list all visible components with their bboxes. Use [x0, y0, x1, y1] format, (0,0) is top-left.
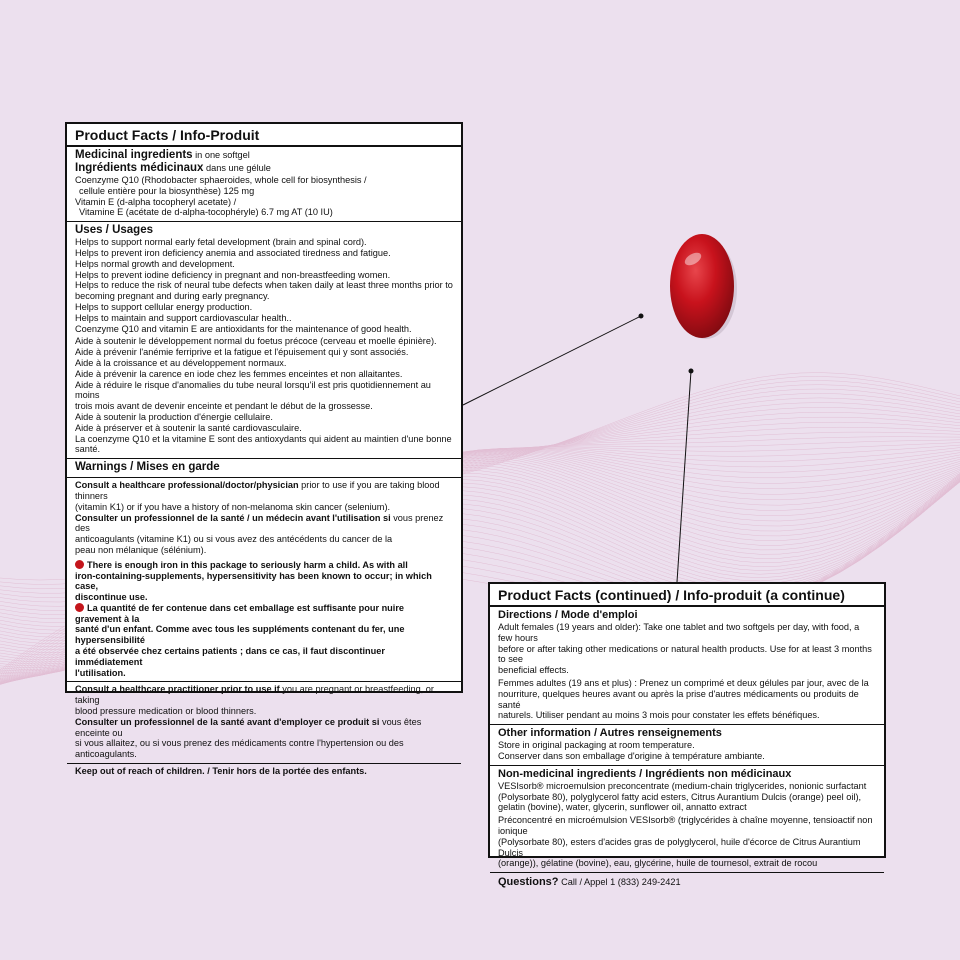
- text-line: VESIsorb® microemulsion preconcentrate (medium-chain triglycerides, nonionic surfactant: [498, 780, 867, 791]
- warning-consult-fr: vous prenez des: [75, 512, 444, 534]
- directions-fr: [498, 678, 876, 721]
- directions-en: [498, 622, 876, 676]
- ingredient-line: cellule entière pour la biosynthèse) 125 mg: [79, 185, 255, 196]
- text-line: Helps to prevent iron deficiency anemia and associated tiredness and fatigue.: [75, 247, 391, 258]
- other-information-section: [490, 725, 884, 766]
- warning-line: si vous allaitez, ou si vous prenez des médicaments contre l'hypertension ou des anticoagulants.: [75, 738, 404, 760]
- medicinal-ingredients-section: [67, 147, 461, 222]
- text-line: Aide à préserver et à soutenir la santé cardiovasculaire.: [75, 422, 302, 433]
- text-line: santé d'un enfant. Comme avec tous les suppléments contenant du fer, une hypersensibilité: [75, 624, 405, 646]
- panel-title: Product Facts / Info-Produit: [67, 124, 461, 147]
- text-line: Helps to support normal early fetal development (brain and spinal cord).: [75, 237, 367, 248]
- softgel-capsule-icon: [668, 231, 738, 341]
- warning-consult-en: prior to use if you are taking blood thinners: [75, 480, 440, 501]
- text-line: Aide à soutenir le développement normal du foetus précoce (cerveau et moelle épinière).: [75, 336, 437, 347]
- other-heading: Other information / Autres renseignements: [498, 727, 722, 740]
- text-line: Femmes adultes (19 ans et plus) : Prenez un comprimé et deux gélules par jour, avec de la: [498, 677, 869, 688]
- warning-line: anticoagulants (vitamine K1) ou si vous avez des antécédents du cancer de la: [75, 534, 393, 545]
- text-line: Préconcentré en microémulsion VESIsorb® (triglycérides à chaîne moyenne, tensioactif non ionique: [498, 815, 873, 836]
- questions-label: Questions?: [498, 876, 559, 889]
- uses-list-fr: [75, 336, 453, 455]
- text-line: (Polysorbate 80), esters d'acides gras de polyglycerol, huile d'écorce de Citrus Aurantium Dulcis: [498, 836, 861, 858]
- warning-line: blood pressure medication or blood thinners.: [75, 706, 257, 717]
- warning-consult-fr-bold: Consulter un professionnel de la santé / un médecin avant l'utilisation si: [75, 512, 391, 523]
- warning-practitioner-fr-bold: Consulter un professionnel de la santé avant d'employer ce produit si: [75, 716, 380, 727]
- nonmed-heading: Non-medicinal ingredients / Ingrédients non médicinaux: [498, 767, 792, 780]
- text-line: (orange)), gélatine (bovine), eau, glycérine, huile de tournesol, extrait de rocou: [498, 858, 818, 869]
- text-line: La coenzyme Q10 et la vitamine E sont des antioxydants qui aident au maintien d'une bonne santé.: [75, 433, 452, 455]
- product-facts-continued-panel: [488, 582, 886, 889]
- text-line: Aide à la croissance et au développement normaux.: [75, 357, 287, 368]
- medicinal-heading-fr: Ingrédients médicinaux: [75, 162, 204, 174]
- text-line: Aide à réduire le risque d'anomalies du tube neural lorsqu'il est pris quotidiennement au moins: [75, 379, 431, 401]
- warning-line: (vitamin K1) or if you have a history of non-melanoma skin cancer (selenium).: [75, 501, 391, 512]
- text-line: Adult females (19 years and older): Take one tablet and two softgels per day, with food, a few hours: [498, 622, 860, 643]
- text-line: (Polysorbate 80), polyglycerol fatty acid esters, Citrus Aurantium Dulcis (orange) peel oil),: [498, 791, 862, 802]
- text-line: a été observée chez certains patients ; dans ce cas, il faut discontinuer immédiatement: [75, 646, 385, 667]
- warnings-section: [67, 459, 461, 780]
- text-line: Aide à prévenir la carence en iode chez les femmes enceintes et non allaitantes.: [75, 368, 403, 379]
- text-line: Store in original packaging at room temperature.: [498, 740, 695, 751]
- panel-title-continued: Product Facts (continued) / Info-produit (a continue): [490, 584, 884, 607]
- text-line: iron-containing-supplements, hypersensitivity has been known to occur; in which case,: [75, 570, 432, 592]
- ingredient-line: Vitamin E (d-alpha tocopheryl acetate) /: [75, 196, 237, 207]
- text-line: Helps to maintain and support cardiovascular health..: [75, 312, 292, 323]
- text-line: Helps to prevent iodine deficiency in pregnant and non-breastfeeding women.: [75, 269, 391, 280]
- text-line: Aide à soutenir la production d'énergie cellulaire.: [75, 411, 273, 422]
- text-line: Aide à prévenir l'anémie ferriprive et la fatigue et l'épuisement qui y sont associés.: [75, 347, 409, 358]
- warnings-heading: Warnings / Mises en garde: [75, 461, 220, 474]
- text-line: trois mois avant de devenir enceinte et pendant le début de la grossesse.: [75, 401, 373, 412]
- text-line: La quantité de fer contenue dans cet emballage est suffisante pour nuire gravement à la: [75, 602, 405, 624]
- warning-consult-en-bold: Consult a healthcare professional/doctor/physician: [75, 480, 299, 491]
- text-line: beneficial effects.: [498, 665, 569, 676]
- questions-section: [490, 873, 884, 892]
- warning-line: peau non mélanique (sélénium).: [75, 544, 207, 555]
- ingredient-line: Vitamine E (acétate de d-alpha-tocophéryle) 6.7 mg AT (10 IU): [79, 207, 333, 218]
- text-line: becoming pregnant and during early pregnancy.: [75, 291, 270, 302]
- uses-list-en: [75, 237, 453, 334]
- red-dot-icon: [75, 603, 84, 612]
- other-lines: [498, 740, 876, 762]
- warning-practitioner-en-bold: Consult a healthcare practitioner prior to use if: [75, 684, 280, 695]
- text-line: gelatin (bovine), water, glycerin, sunflower oil, annatto extract: [498, 802, 747, 813]
- questions-phone: Call / Appel 1 (833) 249-2421: [558, 877, 681, 888]
- warning-practitioner-fr: vous êtes enceinte ou: [75, 716, 422, 738]
- text-line: nourriture, quelques heures avant ou après la prise d'autres médicaments ou produits de santé: [498, 688, 859, 710]
- uses-heading: Uses / Usages: [75, 224, 153, 237]
- text-line: before or after taking other medications or natural health products. Use for at least 3 months to see: [498, 643, 872, 665]
- medicinal-heading-en: Medicinal ingredients: [75, 149, 193, 161]
- nonmed-en: [498, 781, 876, 813]
- text-line: Helps to support cellular energy production.: [75, 301, 253, 312]
- text-line: naturels. Utiliser pendant au moins 3 mois pour constater les effets bénéfiques.: [498, 710, 820, 721]
- keep-out-of-reach: Keep out of reach of children. / Tenir hors de la portée des enfants.: [75, 766, 367, 777]
- medicinal-heading-en-suffix: in one softgel: [192, 150, 250, 160]
- warning-practitioner-en: you are pregnant or breastfeeding, or taking: [75, 684, 434, 706]
- text-line: There is enough iron in this package to seriously harm a child. As with all: [75, 560, 453, 571]
- nonmed-fr: [498, 815, 876, 869]
- iron-warning-en: [75, 560, 453, 603]
- medicinal-heading-fr-suffix: dans une gélule: [203, 163, 271, 173]
- text-line: Conserver dans son emballage d'origine à température ambiante.: [498, 750, 765, 761]
- product-facts-panel: [65, 122, 463, 777]
- non-medicinal-section: [490, 766, 884, 873]
- text-line: l'utilisation.: [75, 667, 126, 678]
- text-line: Helps normal growth and development.: [75, 258, 235, 269]
- text-line: discontinue use.: [75, 592, 148, 603]
- text-line: Coenzyme Q10 and vitamin E are antioxidants for the maintenance of good health.: [75, 323, 412, 334]
- ingredient-line: Coenzyme Q10 (Rhodobacter sphaeroides, whole cell for biosynthesis /: [75, 175, 367, 185]
- red-dot-icon: [75, 560, 84, 569]
- directions-section: [490, 607, 884, 725]
- uses-section: [67, 222, 461, 459]
- text-line: Helps to reduce the risk of neural tube defects when taken daily at least three months prior to: [75, 280, 453, 291]
- iron-warning-fr: [75, 603, 453, 679]
- directions-heading: Directions / Mode d'emploi: [498, 609, 638, 621]
